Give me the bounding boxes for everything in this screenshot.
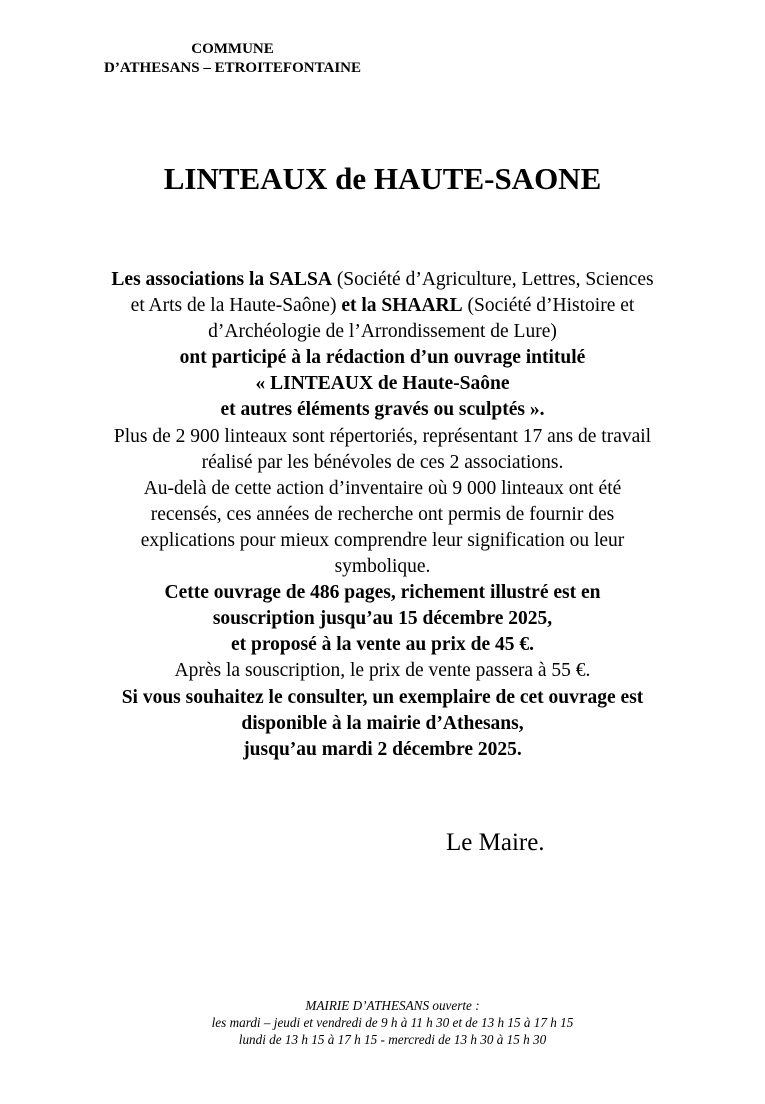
commune-header bbox=[60, 40, 405, 78]
commune-name: D’ATHESANS – ETROITEFONTAINE bbox=[104, 60, 361, 76]
price-line: et proposé à la vente au prix de 45 €. bbox=[231, 634, 534, 656]
body-line-18: disponible à la mairie d’Athesans, bbox=[241, 712, 524, 734]
body-line-1-bold: Les associations la bbox=[111, 269, 270, 290]
footer-line-3: lundi de 13 h 15 à 17 h 15 - mercredi de 13 h 30 à 15 h 30 bbox=[238, 1032, 547, 1047]
body-line-8: réalisé par les bénévoles de ces 2 associations. bbox=[201, 451, 564, 473]
body-line-9: Au-delà de cette action d’inventaire où 9 000 linteaux ont été bbox=[143, 477, 622, 499]
body-line-14: souscription jusqu’au 15 décembre 2025, bbox=[212, 608, 553, 630]
announcement-body bbox=[30, 267, 735, 763]
salsa-name: SALSA bbox=[269, 269, 332, 290]
book-title-line-2: et autres éléments gravés ou sculptés ». bbox=[220, 399, 545, 421]
salsa-description: (Société d’Agriculture, Lettres, Sciences bbox=[331, 269, 654, 290]
body-line-11: explications pour mieux comprendre leur signification ou leur bbox=[140, 529, 625, 551]
body-line-13: Cette ouvrage de 486 pages, richement illustré est en bbox=[164, 582, 601, 604]
salsa-description-end: et Arts de la Haute-Saône) bbox=[130, 295, 342, 317]
footer-line-1: MAIRIE D’ATHESANS ouverte : bbox=[305, 998, 480, 1013]
book-title-line-1: « LINTEAUX de Haute-Saône bbox=[255, 373, 510, 395]
post-subscription-price-line: Après la souscription, le prix de vente passera à 55 €. bbox=[174, 660, 591, 682]
body-line-3: d’Archéologie de l’Arrondissement de Lure) bbox=[208, 321, 557, 343]
body-line-12: symbolique. bbox=[334, 556, 431, 578]
body-line-19: jusqu’au mardi 2 décembre 2025. bbox=[243, 738, 522, 760]
shaarl-description: (Société d’Histoire et bbox=[462, 295, 635, 317]
body-line-4: ont participé à la rédaction d’un ouvrage intitulé bbox=[179, 347, 586, 369]
opening-hours-footer bbox=[0, 997, 765, 1048]
body-line-7: Plus de 2 900 linteaux sont répertoriés, représentant 17 ans de travail bbox=[113, 425, 652, 447]
footer-line-2: les mardi – jeudi et vendredi de 9 h à 11 h 30 et de 13 h 15 à 17 h 15 bbox=[211, 1015, 574, 1030]
commune-label: COMMUNE bbox=[191, 41, 274, 57]
body-line-1 bbox=[30, 267, 735, 293]
signature: Le Maire. bbox=[446, 829, 545, 856]
body-line-17: Si vous souhaitez le consulter, un exemplaire de cet ouvrage est bbox=[121, 686, 644, 708]
body-line-2 bbox=[30, 293, 735, 319]
body-line-10: recensés, ces années de recherche ont permis de fournir des bbox=[150, 503, 615, 525]
shaarl-name: et la SHAARL bbox=[341, 295, 463, 317]
page-title: LINTEAUX de HAUTE-SAONE bbox=[163, 161, 602, 196]
